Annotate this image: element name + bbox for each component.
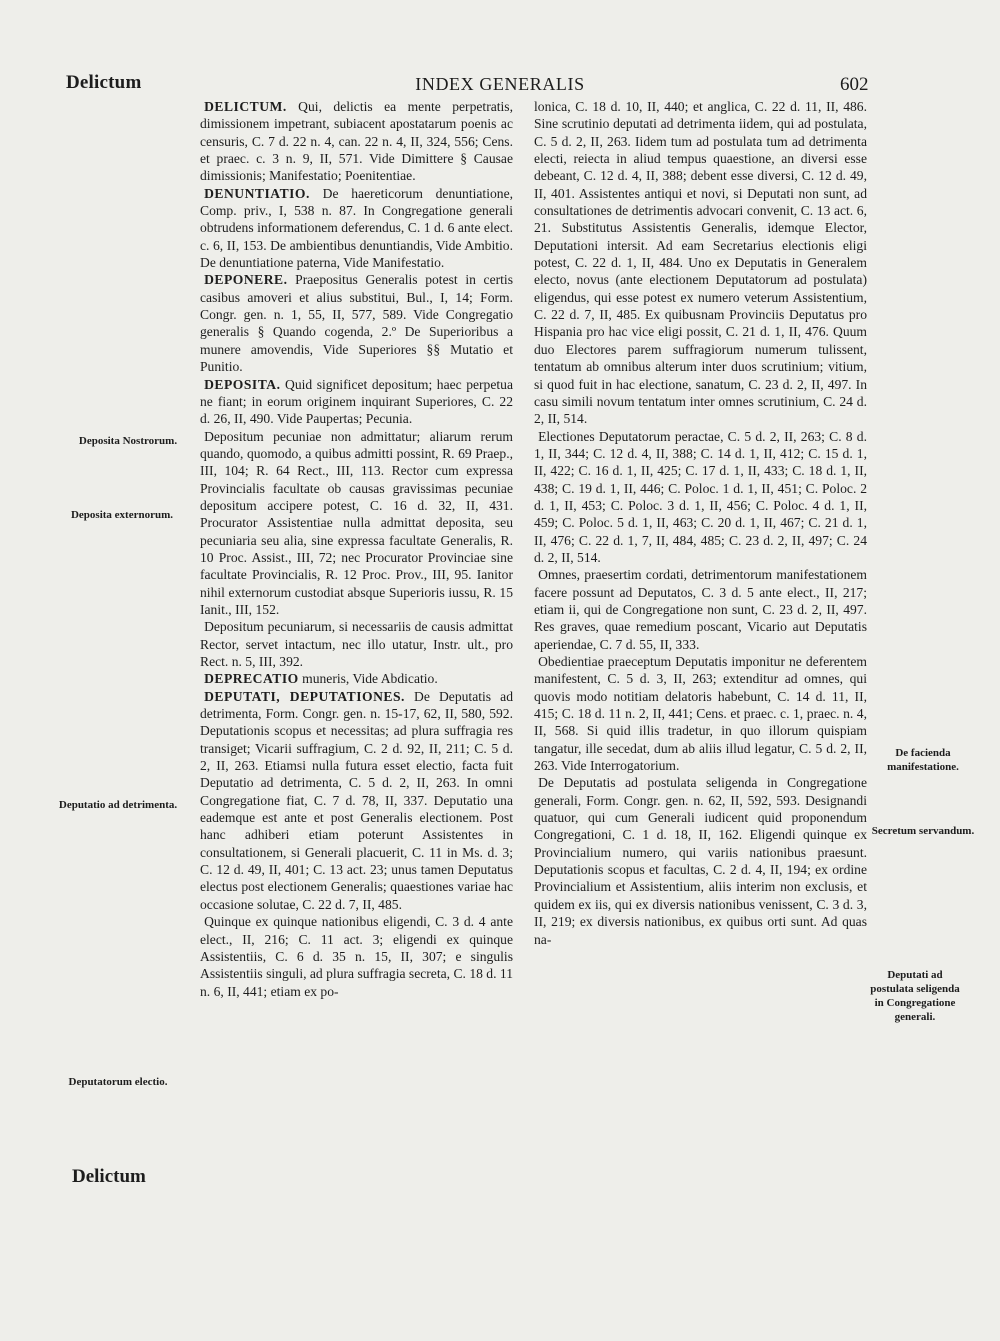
entry-deputati [200, 688, 513, 913]
margin-note-deputati-ad-postulata: Deputati ad postulata seligenda in Congregatione generali. [870, 969, 960, 1023]
entry-paragraph [200, 618, 513, 670]
entry-text: Omnes, praesertim cordati, detrimentorum manifestationem facere possunt ad Deputatos, C. 3 d. 5 ante elect., II, 217; etiam ii, qui de Congregatione non sunt, C. 23 d. 2, II, 497. Res graves, quae remedium poscant, Vicario aut Deputatis aperiendae, C. 7 d. 55, II, 333. [534, 567, 867, 652]
index-column-left [200, 98, 513, 1000]
entry-text: Depositum pecuniarum, si necessariis de causis admittat Rector, servet intactum, nec illo utatur, Instr. ult., pro Rect. n. 5, III, 392. [200, 619, 513, 669]
entry-text: De Deputatis ad detrimenta, Form. Congr. gen. n. 15-17, 62, II, 580, 592. Deputationis scopus et necessitas; ad plura suffragia res transiget; Vicarii suffragium, C. 2 d. 92, II, 211; C. 5 d. 2, II, 263. Etiamsi nulla futura esset electio, facta fuit Deputatio ad detrimenta, C. 5 d. 2, II, 263. In omni Congregatione fiat, C. 7 d. 78, II, 337. Deputatio una eademque est ante et post Generalis electionem. Post hanc adhiberi etiam poterunt Assistentes in consultationem, si Generali placuerit, C. 11 in Ms. d. 3; C. 12 d. 49, II, 401; C. 13 act. 23; unus tamen Deputatus electus post electionem Generalis; quaestiones variae hac occasione solutae, C. 22 d. 7, II, 485. [200, 688, 513, 912]
entry-paragraph [534, 98, 867, 428]
page-number: 602 [840, 74, 869, 95]
entry-delictum [200, 98, 513, 185]
entry-text: De Deputatis ad postulata seligenda in Congregatione generali, Form. Congr. gen. n. 62, II, 592, 593. Designandi quatuor, qui cum Generali iudicent quid proponendum Congregationi, C. 1 d. 18, II, 162. Eligendi quinque ex Provincialium numero, qui variis nationibus praesunt. Deputationis scopus et facultas, C. 2 d. 4, II, 194; ex ordine Provincialium et Assistentium, aliis interim non exclusis, et quidem ex iis, qui ex diversis nationibus venissent, C. 3 d. 3, II, 219; ex diversis nationibus, ex quibus orti sunt. Ad quas na- [534, 775, 867, 947]
entry-paragraph [200, 913, 513, 1000]
entry-heading: DELICTUM. [204, 99, 287, 114]
entry-denuntiatio [200, 185, 513, 272]
entry-deponere [200, 271, 513, 375]
entry-paragraph [534, 566, 867, 653]
margin-note-secretum-servandum: Secretum servandum. [871, 825, 975, 837]
running-head-title: INDEX GENERALIS [415, 74, 585, 94]
entry-heading: DEPUTATI, DEPUTATIONES. [204, 688, 405, 704]
margin-note-deputatio-ad-detrimenta: Deputatio ad detrimenta. [58, 799, 178, 811]
entry-heading: DEPRECATIO [204, 671, 299, 687]
entry-text: Praepositus Generalis potest in certis casibus amoveri et alius substitui, Bul., I, 14; Form. Congr. gen. n. 1, 55, II, 577, 589. Vide Congregatio generalis § Quando cogenda, 2.º De Superioribus a munere amovendis, Vide Superiores §§ Mutatio et Punitio. [200, 272, 513, 375]
margin-note-de-facienda-manifestatione: De facienda manifestatione. [887, 747, 959, 773]
entry-deposita [200, 376, 513, 428]
running-head-left: Delictum [66, 72, 142, 93]
margin-note-deposita-externorum: Deposita externorum. [70, 509, 174, 521]
entry-paragraph [534, 653, 867, 774]
entry-paragraph [534, 774, 867, 947]
entry-paragraph [200, 428, 513, 619]
entry-text: Depositum pecuniae non admittatur; aliarum rerum quando, quomodo, a quibus admitti possint, R. 69 Praep., III, 104; R. 64 Rect., III, 113. Rector cum expressa Provincialis facultate ob causas gravissimas pecuniae depositum accipere potest, C. 16 d. 32, II, 431. Procurator Assistentiae nulla admittat deposita, seu pecuniaria seu alia, sine expressa facultate Generalis, R. 10 Proc. Assist., III, 72; nec Procurator Provinciae sine facultate Provincialis, R. 12 Proc. Prov., III, 95. Ianitor nihil externorum custodiat absque Superioris iussu, R. 15 Ianit., III, 152. [200, 428, 513, 617]
margin-note-deposita-nostrorum: Deposita Nostrorum. [78, 435, 178, 447]
entry-heading: DEPONERE. [204, 272, 288, 288]
entry-heading: DENUNTIATIO. [204, 185, 310, 201]
index-column-right [534, 98, 867, 948]
entry-text: muneris, Vide Abdicatio. [298, 671, 438, 687]
entry-text: Qui, delictis ea mente perpetratis, dimissionem impetrant, subiacent apostatarum poenis ac censuris, C. 7 d. 22 n. 4, can. 22 n. 4, II, 324, 556; Cens. et praec. c. 3 n. 9, II, 571. Vide Dimittere § Causae dimissionis; Manifestatio; Poenitentiae. [200, 99, 513, 184]
entry-text: Obedientiae praeceptum Deputatis imponitur ne deferentem manifestent, C. 5 d. 3, II, 263; extenditur ad omnes, qui quovis modo notitiam delatoris habebunt, C. 14 d. 11, II, 415; C. 18 d. 11 n. 2, II, 441; Cens. et praec. c. 1, praec. n. 4, II, 568. Si quid illis tradetur, in quo illorum quispiam tangatur, ille secedat, dum ab aliis illud legatur, C. 5 d. 2, II, 263. Vide Interrogatorium. [534, 654, 867, 774]
margin-note-deputatorum-electio: Deputatorum electio. [68, 1076, 168, 1088]
entry-text: lonica, C. 18 d. 10, II, 440; et anglica, C. 22 d. 11, II, 486. Sine scrutinio deputati ad detrimenta iidem, qui ad postulata, C. 5 d. 2, II, 263. Iidem tum ad postulata tum ad detrimenta electi, reiecta in aliud tempus quaestione, an diversi esse debeant, C. 12 d. 4, II, 388; debent esse diversi, C. 12 d. 49, II, 401. Assistentes antiqui et novi, si Deputati non sunt, ad consultationes de detrimentis advocari convenit, C. 13 act. 6, 21. Substitutus Assistentis Generalis, idemque Elector, Deputationi intersit. Ad eam Secretarius electionis eligi potest, C. 22 d. 1, II, 484. Uno ex Deputatis in Generalem electo, novus (ante electionem Deputatorum ad postulata) eligendus, qui esse potest ex numero veterum Assistentium, C. 22 d. 7, II, 485. Ex quibusnam Provinciis Deputatus pro Hispania pro hac vice eligi possit, C. 21 d. 1, II, 476. Quum duo Electores parem suffragiorum numerum tulissent, tentatum ab omnibus alterum inter duos scrutinium; vitium, si quod fuit in hac electione, sanatum, C. 23 d. 2, II, 497. In casu simili novum tentatum inter omnes scrutinium, C. 24 d. 2, II, 514. [534, 99, 867, 427]
catchword-footer: Delictum [72, 1166, 146, 1187]
entry-paragraph [534, 428, 867, 567]
entry-text: Quinque ex quinque nationibus eligendi, C. 3 d. 4 ante elect., II, 216; C. 11 act. 3; eligendi ex quinque Assistentiis, C. 6 d. 35 n. 15, II, 307; e singulis Assistentiis singuli, ad plura suffragia secreta, C. 18 d. 11 n. 6, II, 441; etiam ex po- [200, 914, 513, 999]
entry-text: De haereticorum denuntiatione, Comp. priv., I, 538 n. 87. In Congregatione generali obtrudens informationem deferendus, C. 1 d. 6 ante elect. c. 6, II, 153. De ambientibus denuntiandis, Vide Ambitio. De denuntiatione paterna, Vide Manifestatio. [200, 185, 513, 271]
entry-heading: DEPOSITA. [204, 376, 281, 392]
entry-deprecatio [200, 670, 513, 687]
entry-text: Quid significet depositum; haec perpetua ne fiant; in eorum originem inquirant Superiores, C. 22 d. 26, II, 490. Vide Paupertas; Pecunia. [200, 376, 513, 427]
entry-text: Electiones Deputatorum peractae, C. 5 d. 2, II, 263; C. 8 d. 1, II, 344; C. 12 d. 4, II, 388; C. 14 d. 1, II, 412; C. 15 d. 1, II, 422; C. 16 d. 1, II, 425; C. 17 d. 1, II, 433; C. 18 d. 1, II, 438; C. 19 d. 1, II, 446; C. Poloc. 1 d. 1, II, 451; C. Poloc. 2 d. 1, II, 453; C. Poloc. 3 d. 1, II, 456; C. Poloc. 4 d. 1, II, 459; C. Poloc. 5 d. 1, II, 463; C. 20 d. 1, II, 467; C. 21 d. 1, II, 476; C. 22 d. 1, 7, II, 484, 485; C. 23 d. 2, II, 497; C. 24 d. 2, II, 514. [534, 428, 867, 565]
